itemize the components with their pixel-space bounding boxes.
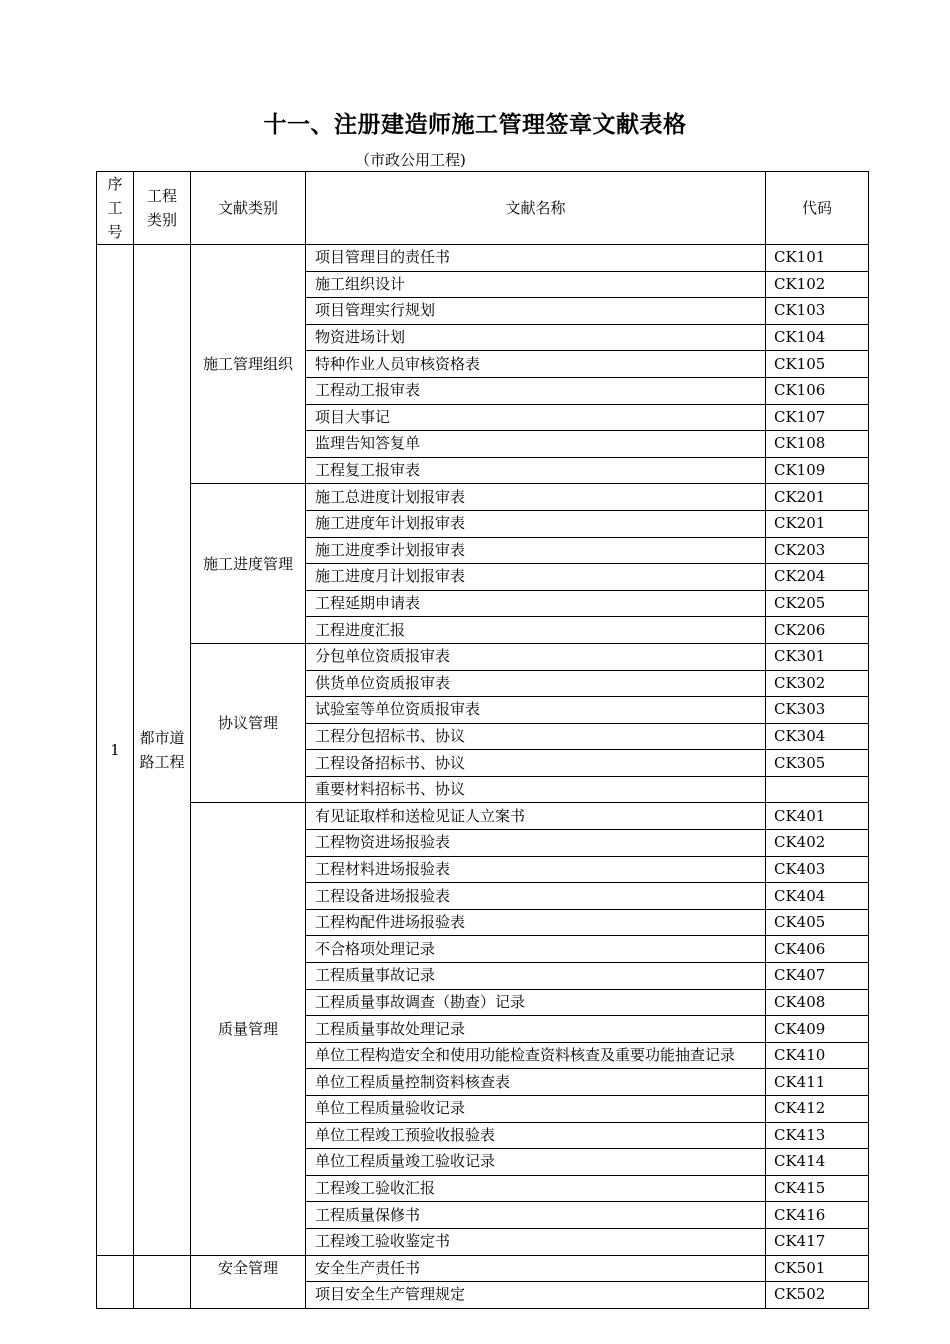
table-row (97, 803, 869, 830)
document-name: 施工总进度计划报审表 (306, 484, 766, 511)
document-name: 分包单位资质报审表 (306, 643, 766, 670)
document-code: CK403 (766, 856, 869, 883)
document-name: 供货单位资质报审表 (306, 670, 766, 697)
document-name: 单位工程构造安全和使用功能检查资料核查及重要功能抽查记录 (306, 1042, 766, 1069)
document-name: 施工进度年计划报审表 (306, 510, 766, 537)
document-code: CK502 (766, 1282, 869, 1309)
document-name: 工程设备进场报验表 (306, 883, 766, 910)
document-name: 不合格项处理记录 (306, 936, 766, 963)
header-code: 代码 (766, 172, 869, 245)
document-code: CK107 (766, 404, 869, 431)
document-name: 工程材料进场报验表 (306, 856, 766, 883)
document-name: 工程进度汇报 (306, 617, 766, 644)
document-code: CK405 (766, 909, 869, 936)
document-code: CK301 (766, 643, 869, 670)
document-name: 工程构配件进场报验表 (306, 909, 766, 936)
document-name: 项目管理目的责任书 (306, 245, 766, 272)
table-row (97, 484, 869, 511)
category-cell: 协议管理 (191, 643, 306, 803)
document-code: CK401 (766, 803, 869, 830)
document-name: 工程分包招标书、协议 (306, 723, 766, 750)
document-name: 工程动工报审表 (306, 377, 766, 404)
document-name: 物资进场计划 (306, 324, 766, 351)
document-code: CK302 (766, 670, 869, 697)
document-code: CK106 (766, 377, 869, 404)
document-name: 单位工程质量竣工验收记录 (306, 1149, 766, 1176)
document-name: 工程竣工验收鉴定书 (306, 1228, 766, 1255)
header-type: 工程类别 (134, 172, 191, 245)
document-code: CK201 (766, 510, 869, 537)
document-name: 施工组织设计 (306, 271, 766, 298)
category-cell: 施工进度管理 (191, 484, 306, 644)
document-code: CK402 (766, 830, 869, 857)
document-code: CK409 (766, 1016, 869, 1043)
document-code: CK101 (766, 245, 869, 272)
document-code: CK201 (766, 484, 869, 511)
document-code: CK103 (766, 298, 869, 325)
document-name: 工程物资进场报验表 (306, 830, 766, 857)
document-name: 工程质量事故记录 (306, 963, 766, 990)
document-code: CK206 (766, 617, 869, 644)
header-name: 文献名称 (306, 172, 766, 245)
project-seq: 1 (97, 245, 134, 1256)
document-name: 施工进度季计划报审表 (306, 537, 766, 564)
document-code: CK104 (766, 324, 869, 351)
document-name: 监理告知答复单 (306, 431, 766, 458)
document-code: CK404 (766, 883, 869, 910)
document-code: CK501 (766, 1255, 869, 1282)
document-name: 单位工程竣工预验收报验表 (306, 1122, 766, 1149)
header-seq: 序工号 (97, 172, 134, 245)
document-code: CK406 (766, 936, 869, 963)
document-code: CK105 (766, 351, 869, 378)
document-code: CK412 (766, 1096, 869, 1123)
document-code: CK108 (766, 431, 869, 458)
document-code: CK205 (766, 590, 869, 617)
category-cell: 施工管理组织 (191, 245, 306, 484)
document-code: CK203 (766, 537, 869, 564)
document-table (96, 171, 869, 1309)
document-name: 工程复工报审表 (306, 457, 766, 484)
document-name: 工程竣工验收汇报 (306, 1175, 766, 1202)
document-code: CK204 (766, 564, 869, 591)
document-code: CK411 (766, 1069, 869, 1096)
category-cell: 质量管理 (191, 803, 306, 1255)
document-name: 工程设备招标书、协议 (306, 750, 766, 777)
document-code: CK304 (766, 723, 869, 750)
document-code: CK303 (766, 697, 869, 724)
document-code: CK413 (766, 1122, 869, 1149)
document-name: 单位工程质量验收记录 (306, 1096, 766, 1123)
document-code: CK416 (766, 1202, 869, 1229)
document-title: 十一、注册建造师施工管理签章文献表格 (263, 111, 687, 138)
document-code: CK417 (766, 1228, 869, 1255)
document-name: 项目大事记 (306, 404, 766, 431)
document-code: CK109 (766, 457, 869, 484)
document-name: 单位工程质量控制资料核查表 (306, 1069, 766, 1096)
document-name: 工程质量保修书 (306, 1202, 766, 1229)
document-name: 工程质量事故处理记录 (306, 1016, 766, 1043)
document-code: CK102 (766, 271, 869, 298)
table-row (97, 1255, 869, 1282)
document-name: 重要材料招标书、协议 (306, 776, 766, 803)
document-name: 项目管理实行规划 (306, 298, 766, 325)
table-row (97, 643, 869, 670)
document-name: 项目安全生产管理规定 (306, 1282, 766, 1309)
safety-type-empty (134, 1255, 191, 1308)
document-code: CK408 (766, 989, 869, 1016)
document-name: 安全生产责任书 (306, 1255, 766, 1282)
document-code: CK410 (766, 1042, 869, 1069)
document-name: 工程延期申请表 (306, 590, 766, 617)
table-row (97, 245, 869, 272)
category-cell: 安全管理 (191, 1255, 306, 1308)
header-category: 文献类别 (191, 172, 306, 245)
document-name: 特种作业人员审核资格表 (306, 351, 766, 378)
document-code: CK305 (766, 750, 869, 777)
document-name: 工程质量事故调查（勘查）记录 (306, 989, 766, 1016)
document-code: CK415 (766, 1175, 869, 1202)
project-type: 都市道路工程 (134, 245, 191, 1256)
document-code (766, 776, 869, 803)
safety-seq-empty (97, 1255, 134, 1308)
document-name: 有见证取样和送检见证人立案书 (306, 803, 766, 830)
document-subtitle: （市政公用工程) (355, 151, 466, 169)
document-name: 试验室等单位资质报审表 (306, 697, 766, 724)
document-name: 施工进度月计划报审表 (306, 564, 766, 591)
document-code: CK414 (766, 1149, 869, 1176)
table-header-row (97, 172, 869, 245)
document-code: CK407 (766, 963, 869, 990)
